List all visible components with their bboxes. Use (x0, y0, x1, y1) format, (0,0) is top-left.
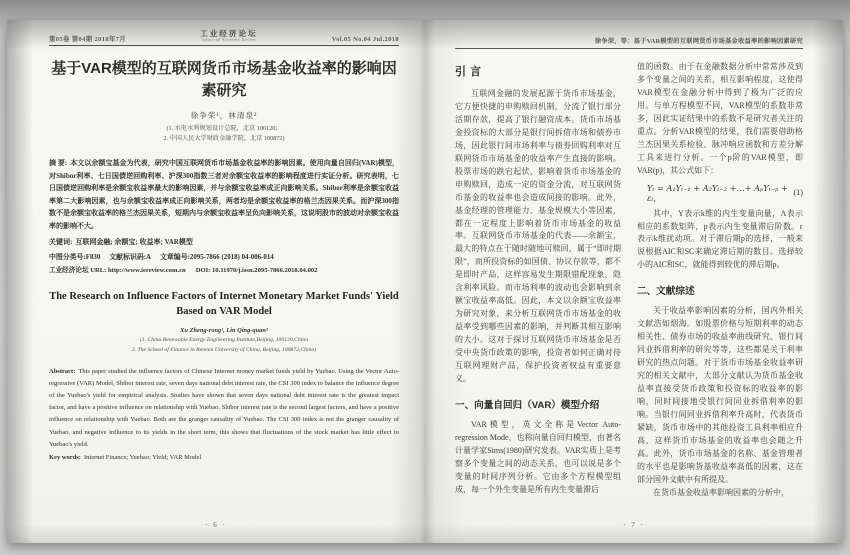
abstract-label-cn: 摘 要: (49, 158, 68, 167)
affiliations-cn (49, 124, 399, 144)
clc-value: F830 (85, 253, 101, 261)
keywords-label-cn: 关键词: (49, 237, 73, 246)
section2-heading: 二、文献综述 (637, 286, 695, 298)
right-page (425, 20, 843, 543)
page-number-right: · 7 · (623, 521, 645, 529)
affiliation-en-2: 2. The School of Finance in Renmin University of China, Beijing, 100872,China) (131, 346, 317, 353)
article-id-value: 2095-7866 (2018) 04-006-014 (189, 253, 274, 261)
section1-paragraph: VAR模型，英文全称是Vector Auto-regression Mode，也称向量自回归模型，由著名计量学家Sims(1980)研究发表。VAR实质上是考察多个变量之间的动态关系，也可以说是多个变量的时间序列分析。它由多个方程模型组成，每一个外生变量是所有内生变量滞后 (455, 419, 621, 494)
clc-label: 中图分类号: (49, 253, 86, 261)
abstract-cn (49, 157, 399, 233)
book-spread (7, 20, 843, 543)
article-title-en: The Research on Influence Factors of Internet Monetary Market Funds' Yield Based on VAR Model (49, 290, 399, 318)
article-id-segment (160, 254, 274, 261)
article-id-label: 文章编号: (160, 253, 190, 261)
keywords-text-cn: 互联网金融; 余额宝; 收益率; VAR模型 (75, 237, 193, 246)
keywords-label-en: Key words: (49, 453, 81, 461)
volume-info: 第05卷 第04期 2018年7月 (49, 35, 127, 43)
intro-heading: 引言 (455, 66, 485, 78)
abstract-label-en: Abstract: (49, 368, 76, 376)
keywords-en (49, 454, 399, 461)
keywords-text-en: Internet Finance; Yuebao; Yield; VAR Model (83, 453, 202, 461)
column-2 (637, 61, 803, 519)
var-model-formula (637, 183, 803, 203)
affiliation-en-1: (1. China Renewable Energy Engineering Institute,Beijing, 100120,China (139, 337, 309, 344)
authors-en: Xu Zheng-rong¹, Lin Qing-quan² (180, 327, 268, 335)
section2-paragraph: 关于收益率影响因素的分析，国内外相关文献浩如烟海。如股票价格与短期利率的动态相关性、债券市场的收益率曲线研究、银行间同业拆借利率的研究等等，这些都是关于利率研究的热点问题。对于货币市场基金收益率研究的相关文献中，大部分文献认为货币基金收益率直接受货币政策和投资标的收益率的影响，同时间接地受银行间同业拆借利率的影响。当银行间同业拆借利率升高时，代表货币紧缺，货币市场中的其他投资工具利率相应升高，这样货币市场基金的收益率也会随之升高。此外，货币市场基金的名称、基金管理者的水平也是影响货基收益率高低的因素，这在部分国外文献中有所提及。 (637, 306, 803, 484)
abstract-en (49, 366, 399, 450)
doc-code-segment (109, 254, 151, 261)
abstract-text-cn: 本文以余额宝基金为代表，研究中国互联网货币市场基金收益率的影响因素。使用向量自回归(VAR)模型，对Shibor利率、七日国债逆回购利率、沪深300指数三者对余额宝收益率的影响程度进行实证分析。研究表明，七日国债逆回购利率是余额宝收益率最大的影响因素，并与余额宝收益率成正向影响关系。Shibor利率是余额宝收益率第二大影响因素，也与余额宝收益率成正向影响关系，两者均是余额宝收益率的格兰杰因果关系。而沪深300指数不是余额宝收益率的格兰杰因果关系，短期内与余额宝收益率呈负向影响关系，这说明股市的波动对余额宝收益率的影响不大。 (49, 158, 399, 230)
journal-name-en: Industrial Economy Review (201, 38, 257, 43)
page-number-left: · 6 · (205, 521, 227, 529)
running-header: 徐争荣，等：基于VAR模型的互联网货币市场基金收益率的影响因素研究 (455, 30, 803, 49)
keywords-cn (49, 237, 399, 247)
url-doi-line (49, 264, 399, 274)
affiliations-en (49, 336, 399, 355)
journal-url: 工业经济论坛 URL: http://www.iereview.com.cn (49, 266, 186, 274)
left-page (7, 20, 425, 543)
affiliation-cn-2: 2. 中国人民大学财政金融学院，北京 100872) (163, 134, 285, 142)
affiliation-cn-1: (1. 水电水利规划设计总院，北京 100120； (166, 124, 282, 132)
formula-explanation-paragraph: 其中，Y表示k维的内生变量向量，A表示相应的系数矩阵，p表示内生变量滞后阶数。ε表示k维扰动项。对于滞后期p的选择，一般来说根据AIC和SC来确定滞后期的数目。选择较小的AIC和SC，就能得到较优的滞后期p。 (637, 208, 803, 270)
article-title-cn: 基于VAR模型的互联网货币市场基金收益率的影响因素研究 (51, 59, 397, 100)
issue-info: Vol.05 No.04 Jul.2018 (331, 35, 399, 43)
two-column-body (455, 61, 803, 519)
formula-expression: Yₜ = A₁Yₜ₋₁ + A₂Yₜ₋₂ +…+ AₚYₜ₋ₚ + εₜ, (647, 182, 788, 203)
column2-continuation-paragraph: 值的函数。由于在金融数据分析中常常涉及到多个变量之间的关系，相互影响程度，这使得VAR模型在金融分析中得到了极为广泛的应用。与单方程模型不同，VAR模型的系数非常多，因此实证结果中的系数不是研究者关注的重点。分析VAR模型的结果，我们需要借助格兰杰因果关系检验、脉冲响应函数和方差分解工具来进行分析。一个p阶的VAR模型，即VAR(p)，其公式如下： (637, 62, 803, 175)
authors-cn: 徐争荣¹，林清泉² (190, 110, 258, 120)
doc-code-label: 文献标识码: (109, 253, 147, 261)
formula-number: (1) (793, 188, 803, 198)
section2-paragraph-2: 在货币基金收益率影响因素的分析中， (653, 487, 789, 497)
clc-segment (49, 254, 100, 261)
column-1 (455, 61, 621, 519)
abstract-text-en: This paper studied the influence factors of Chinese Internet money market funds yield by Yuebao. Using the Vector Auto-regressive (VAR) Model, Shibor interest rate, seven days national debt interest rate, the CSI 300 index to balance the influence degree of the Yuebao's yield for empirical analysis. Studies have shown that seven days national debt interest rate is the greatest impact factor, and have a positive influence on relationship with Yuebao. Shibor interest rate is the second largest factors, and have a positive influence on relationship with Yuebao. Both are the granger causality of Yuebao. The CSI 300 index is not the granger causality of Yuebao, and negative influence to its yields in the short term, this shows that fluctuations of the stock market has little effect to Yuebao's yield. (49, 368, 399, 448)
intro-paragraph: 互联网金融的发展起源于货币市场基金，它方便快捷的申购赎回机制，分流了银行部分活期存款，提高了银行融资成本。货币市场基金投资标的大部分是银行间拆借市场和债券市场，因此银行间市场利率与债券回购利率对互联网货币市场基金的收益率产生直接的影响。股票市场的跌宕起伏，影响着货币市场基金的申购赎回，造成一定的资金分流，对互联网货币基金的收益率也会造成间接的影响。此外，基金经理的管理能力、基金规模大小等因素，都在一定程度上影响着货币市场基金的收益率。互联网货币市场基金的代表——余额宝，最大的特点在于随时随地可赎回，属于“即时期限”，而所投资标的如国债、协议存款等，都不是即时产品，这样容易发生期限错配现象，隐含利率风险。而市场利率的波动也会影响到余额宝收益率高低。因此，本文以余额宝收益率为研究对象，来分析互联网货币市场基金的收益率受到哪些因素的影响，并判断其相互影响的大小。这对于探讨互联网货币市场基金是否受中央货币政策的影响，投资者如何正确对待互联网理财产品，保护投资者权益有重要意义。 (455, 89, 621, 383)
section1-heading: 一、向量自回归（VAR）模型介绍 (455, 399, 600, 411)
left-page-header (49, 30, 399, 46)
classification-line (49, 251, 399, 261)
doc-code-value: A (146, 253, 152, 261)
journal-name-cn: 工业经济论坛 (200, 29, 258, 38)
doi: DOI: 10.11970/j.issn.2095-7866.2018.04.002 (195, 266, 318, 274)
journal-name (200, 30, 258, 43)
